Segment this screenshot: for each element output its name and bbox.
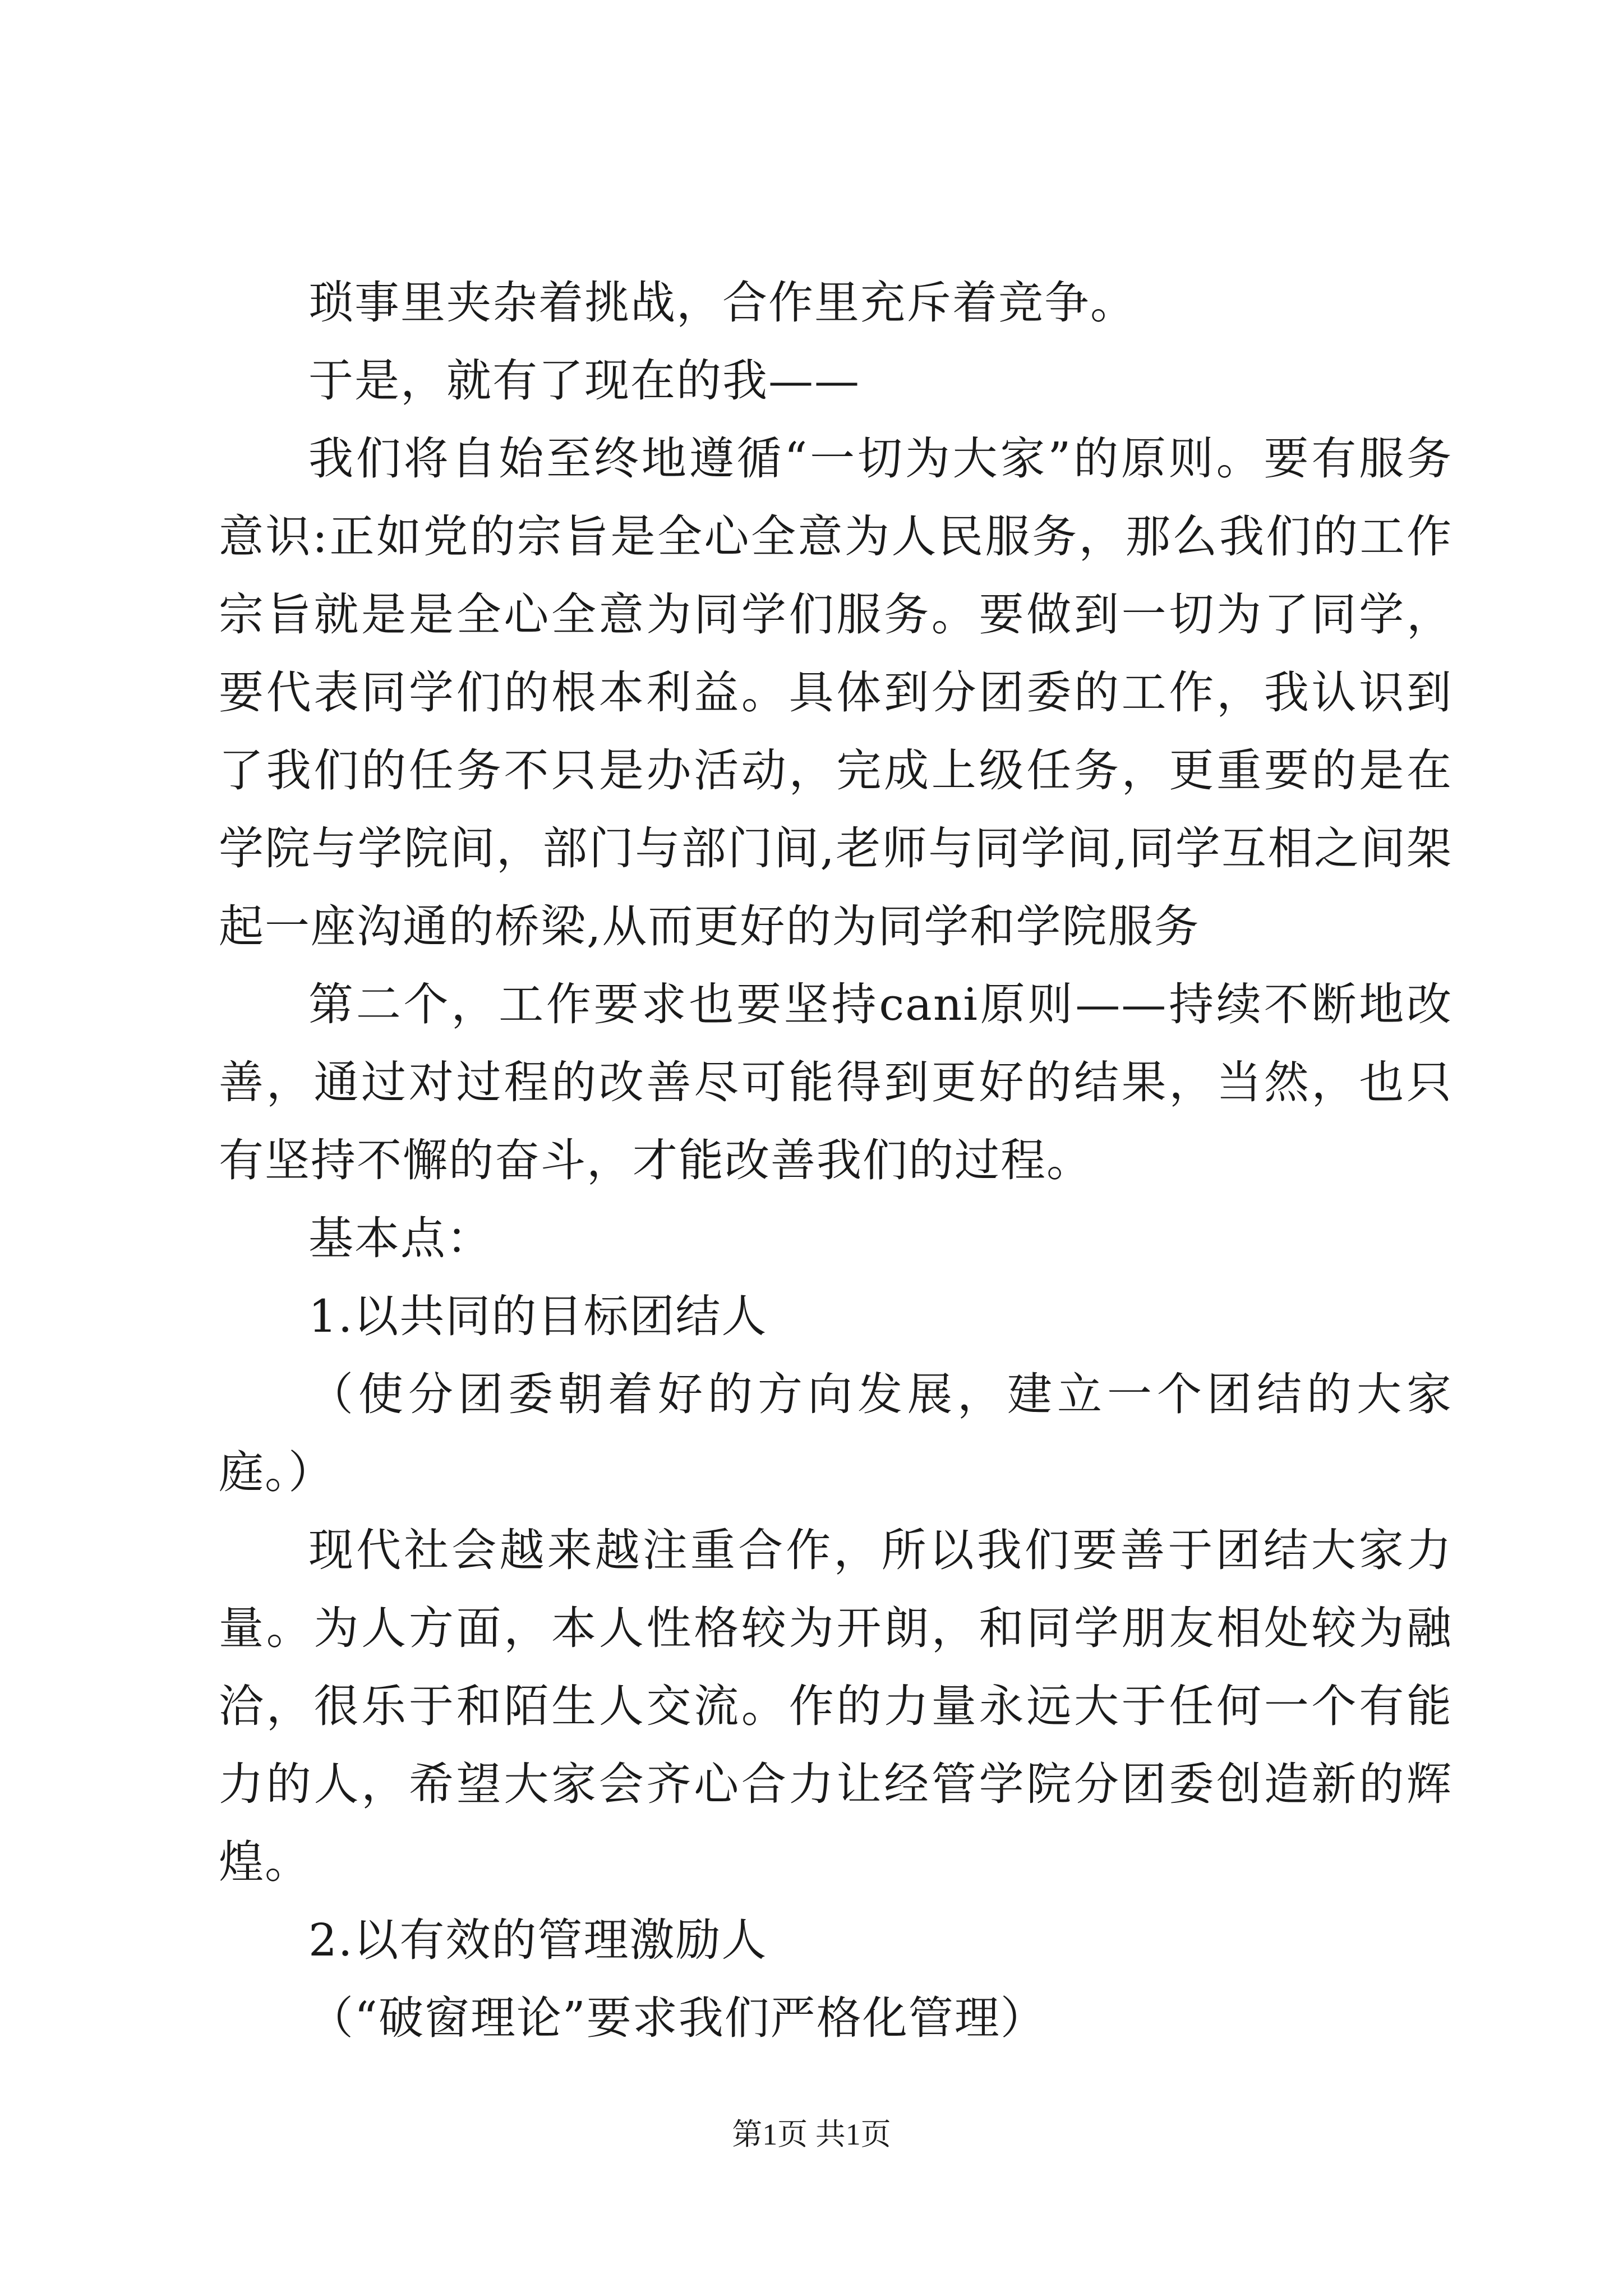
paragraph-4: 第二个，工作要求也要坚持cani原则——持续不断地改善，通过对过程的改善尽可能得到更好的结果，当然，也只有坚持不懈的奋斗，才能改善我们的过程。 xyxy=(219,978,1453,1186)
paragraph-5: 现代社会越来越注重合作，所以我们要善于团结大家力量。为人方面，本人性格较为开朗，和同学朋友相处较为融洽，很乐于和陌生人交流。作的力量永远大于任何一个有能力的人，希望大家会齐心合力让经管学院分团委创造新的辉煌。 xyxy=(219,1524,1453,1888)
paragraph-2: 于是，就有了现在的我—— xyxy=(308,355,860,407)
point-2-heading: 2.以有效的管理激励人 xyxy=(308,1914,768,1966)
page-footer: 第1页 共1页 xyxy=(732,2118,891,2151)
point-1-note: （使分团委朝着好的方向发展，建立一个团结的大家庭。） xyxy=(219,1368,1453,1498)
paragraph-1: 琐事里夹杂着挑战，合作里充斥着竞争。 xyxy=(308,277,1136,329)
point-1-heading: 1.以共同的目标团结人 xyxy=(308,1290,768,1342)
document-body xyxy=(219,264,1453,2057)
paragraph-3: 我们将自始至终地遵循“一切为大家”的原则。要有服务意识:正如党的宗旨是全心全意为人民服务，那么我们的工作宗旨就是是全心全意为同学们服务。要做到一切为了同学，要代表同学们的根本利益。具体到分团委的工作，我认识到了我们的任务不只是办活动，完成上级任务，更重要的是在学院与学院间，部门与部门间,老师与同学间,同学互相之间架起一座沟通的桥梁,从而更好的为同学和学院服务 xyxy=(219,432,1453,953)
section-heading-basic-points: 基本点： xyxy=(308,1212,492,1264)
point-2-note: （“破窗理论”要求我们严格化管理） xyxy=(308,1992,1046,2044)
